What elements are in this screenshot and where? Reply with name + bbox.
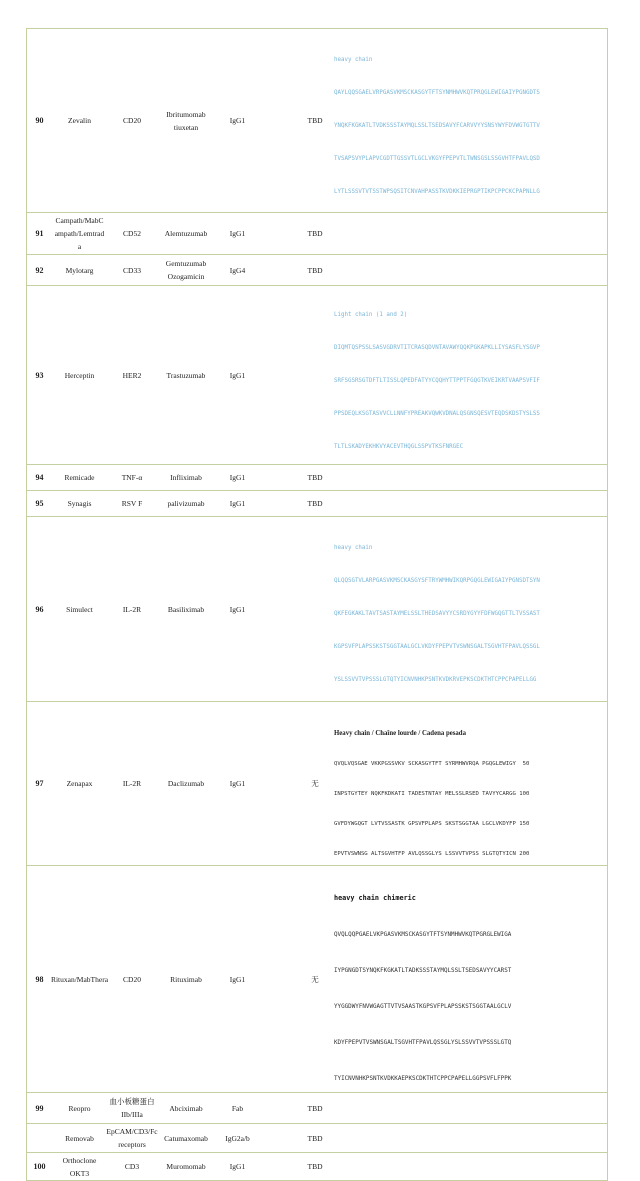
table-row [26,1153,608,1181]
table-row [26,465,608,491]
status: TBD [307,499,323,508]
antibody-format: IgG1 [229,370,246,380]
drug-name: Rituxan/MabThera [50,974,109,984]
target: IL-2R [122,604,142,614]
table-row [26,1093,608,1124]
sequence-label: heavy chain [334,57,373,63]
row-number: 98 [35,974,44,984]
status: 无 [311,974,319,984]
sequence-line: IYPGNGDTSYNQKFKGKATLTADKSSSTAYMQLSSLTSEDSAVYYCARST [334,968,512,974]
target: CD33 [123,265,141,275]
target: IL-2R [122,779,142,788]
drug-name: Zevalin [68,116,91,125]
table-row [26,213,608,255]
inn-name: Gemtuzumab Ozogamicin [165,259,207,281]
status: TBD [307,1103,323,1113]
sequence-line: TLTLSKADYEKHKVYACEVTHQGLSSPVTKSFNRGEC [334,444,464,450]
sequence-block [334,866,605,1092]
sequence-line: DIQMTQSPSSLSASVGDRVTITCRASQDVNTAVAWYQQKPGKAPKLLIYSASFLYSGVP [334,345,540,351]
table-row [26,517,608,702]
target: CD20 [123,116,141,125]
sequence-label: Heavy chain / Chaîne lourde / Cadena pesada [334,730,466,737]
table-row [26,702,608,866]
inn-name: Daclizumab [167,779,205,788]
drug-name: Remicade [64,473,95,482]
antibody-format: IgG1 [229,1162,246,1171]
drug-name: Campath/MabCampath/Lemtrada [54,216,105,251]
target: CD52 [123,229,141,238]
target: CD20 [123,974,141,984]
row-number: 92 [35,265,44,275]
sequence-block [334,702,605,865]
status: TBD [307,1133,323,1143]
sequence-line: YSLSSVVTVPSSSLGTQTYICNVNHKPSNTKVDKRVEPKSCDKTHTCPPCPAPELLGG [334,677,537,683]
antibody-format: IgG1 [229,473,246,482]
antibody-table [26,28,608,1181]
sequence-line: QLQQSGTVLARPGASVKMSCKASGYSFTRYWMHWIKQRPGQGLEWIGAIYPGNSDTSYN [334,578,540,584]
inn-name: Basiliximab [167,604,205,614]
drug-name: Zenapax [66,779,93,788]
antibody-format: IgG1 [229,604,246,614]
inn-name: Infliximab [170,473,202,482]
drug-name: Removab [65,1133,94,1143]
row-number: 95 [35,499,44,508]
status: 无 [311,779,319,788]
table-row [26,1124,608,1153]
sequence-line: GVFDYWGQGT LVTVSSASTK GPSVFPLAPS SKSTSGGTAA LGCLVKDYFP 150 [334,821,530,827]
inn-name: Catumaxomab [164,1133,208,1143]
status: TBD [307,265,323,275]
drug-name: Synagis [67,499,92,508]
status: TBD [307,116,323,125]
sequence-block [334,517,605,701]
table-row [26,28,608,213]
sequence-line: TVSAPSVYPLAPVCGDTTGSSVTLGCLVKGYFPEPVTLTWNSGSLSSGVHTFPAVLQSD [334,156,540,162]
sequence-line: KGPSVFPLAPSSKSTSGGTAALGCLVKDYFPEPVTVSWNSGALTSGVHTFPAVLQSSGL [334,644,540,650]
inn-name: Trastuzumab [166,370,206,380]
inn-name: Abciximab [169,1103,203,1113]
inn-name: Muromomab [166,1162,206,1171]
inn-name: Ibritumomab tiuxetan [166,109,206,132]
antibody-format: IgG4 [229,265,246,275]
sequence-line: LYTLSSSVTVTSSTWPSQSITCNVAHPASSTKVDKKIEPRGPTIKPCPPCKCPAPNLLG [334,189,540,195]
row-number: 100 [33,1162,46,1171]
row-number: 91 [35,229,44,238]
drug-name: Reopro [68,1103,91,1113]
sequence-line: SRFSGSRSGTDFTLTISSLQPEDFATYYCQQHYTTPPTFGQGTKVEIKRTVAAPSVFIF [334,378,540,384]
target: EpCAM/CD3/Fc receptors [106,1127,158,1149]
row-number [27,1124,52,1152]
sequence-label: heavy chain [334,545,373,551]
sequence-line: QVQLVQSGAE VKKPGSSVKV SCKASGYTFT SYRMHWVRQA PGQGLEWIGY 50 [334,761,530,767]
target: 血小板糖蛋白IIb/IIIa [109,1097,155,1119]
table-row [26,491,608,517]
antibody-format: IgG1 [229,116,246,125]
antibody-format: IgG2a/b [225,1133,250,1143]
antibody-format: IgG1 [229,779,246,788]
antibody-format: IgG1 [229,229,246,238]
target: TNF-α [121,473,143,482]
sequence-line: INPSTGYTEY NQKFKDKATI TADESTNTAY MELSSLRSED TAVYYCARGG 100 [334,791,530,797]
drug-name: Orthoclone OKT3 [62,1155,97,1178]
row-number: 93 [35,370,44,380]
inn-name: Rituximab [170,974,202,984]
target: CD3 [124,1162,140,1171]
status: TBD [307,473,323,482]
sequence-label: heavy chain chimeric [334,894,416,902]
status: TBD [307,229,323,238]
sequence-line: QAYLQQSGAELVRPGASVKMSCKASGYTFTSYNMHWVKQTPRQGLEWIGAIYPGNGDTS [334,90,540,96]
sequence-line: YYGGDWYFNVWGAGTTVTVSAASTKGPSVFPLAPSSKSTSGGTAALGCLV [334,1004,512,1010]
sequence-block [334,29,605,212]
target: RSV F [121,499,143,508]
row-number: 99 [35,1103,44,1113]
antibody-format: Fab [231,1103,244,1113]
drug-name: Mylotarg [65,265,94,275]
sequence-line: QKFEGKAKLTAVTSASTAYMELSSLTHEDSAVYYCSRDYGYYFDFWGQGTTLTVSSAST [334,611,540,617]
sequence-line: KDYFPEPVTVSWNSGALTSGVHTFPAVLQSSGLYSLSSVVTVPSSSLGTQ [334,1040,512,1046]
antibody-format: IgG1 [229,974,246,984]
inn-name: Alemtuzumab [164,229,208,238]
row-number: 96 [35,604,44,614]
sequence-label: Light chain (1 and 2) [334,312,408,318]
sequence-line: YNQKFKGKATLTVDKSSSTAYMQLSSLTSEDSAVYFCARVVYYSNSYWYFDVWGTGTTV [334,123,540,129]
target: HER2 [122,370,142,380]
sequence-line: PPSDEQLKSGTASVVCLLNNFYPREAKVQWKVDNALQSGNSQESVTEQDSKDSTYSLSS [334,411,540,417]
antibody-format: IgG1 [229,499,246,508]
row-number: 90 [35,116,44,125]
sequence-line: EPVTVSWNSG ALTSGVHTFP AVLQSSGLYS LSSVVTVPSS SLGTQTYICN 200 [334,851,530,857]
sequence-block [334,286,605,464]
sequence-line: QVQLQQPGAELVKPGASVKMSCKASGYTFTSYNMHWVKQTPGRGLEWIGA [334,932,512,938]
row-number: 94 [35,473,44,482]
table-row [26,286,608,465]
inn-name: palivizumab [167,499,205,508]
row-number: 97 [35,779,44,788]
sequence-line: TYICNVNHKPSNTKVDKKAEPKSCDKTHTCPPCPAPELLGGPSVFLFPPK [334,1076,512,1082]
drug-name: Simulect [66,604,93,614]
table-row [26,255,608,286]
status: TBD [307,1162,323,1171]
drug-name: Herceptin [64,370,95,380]
table-row [26,866,608,1093]
